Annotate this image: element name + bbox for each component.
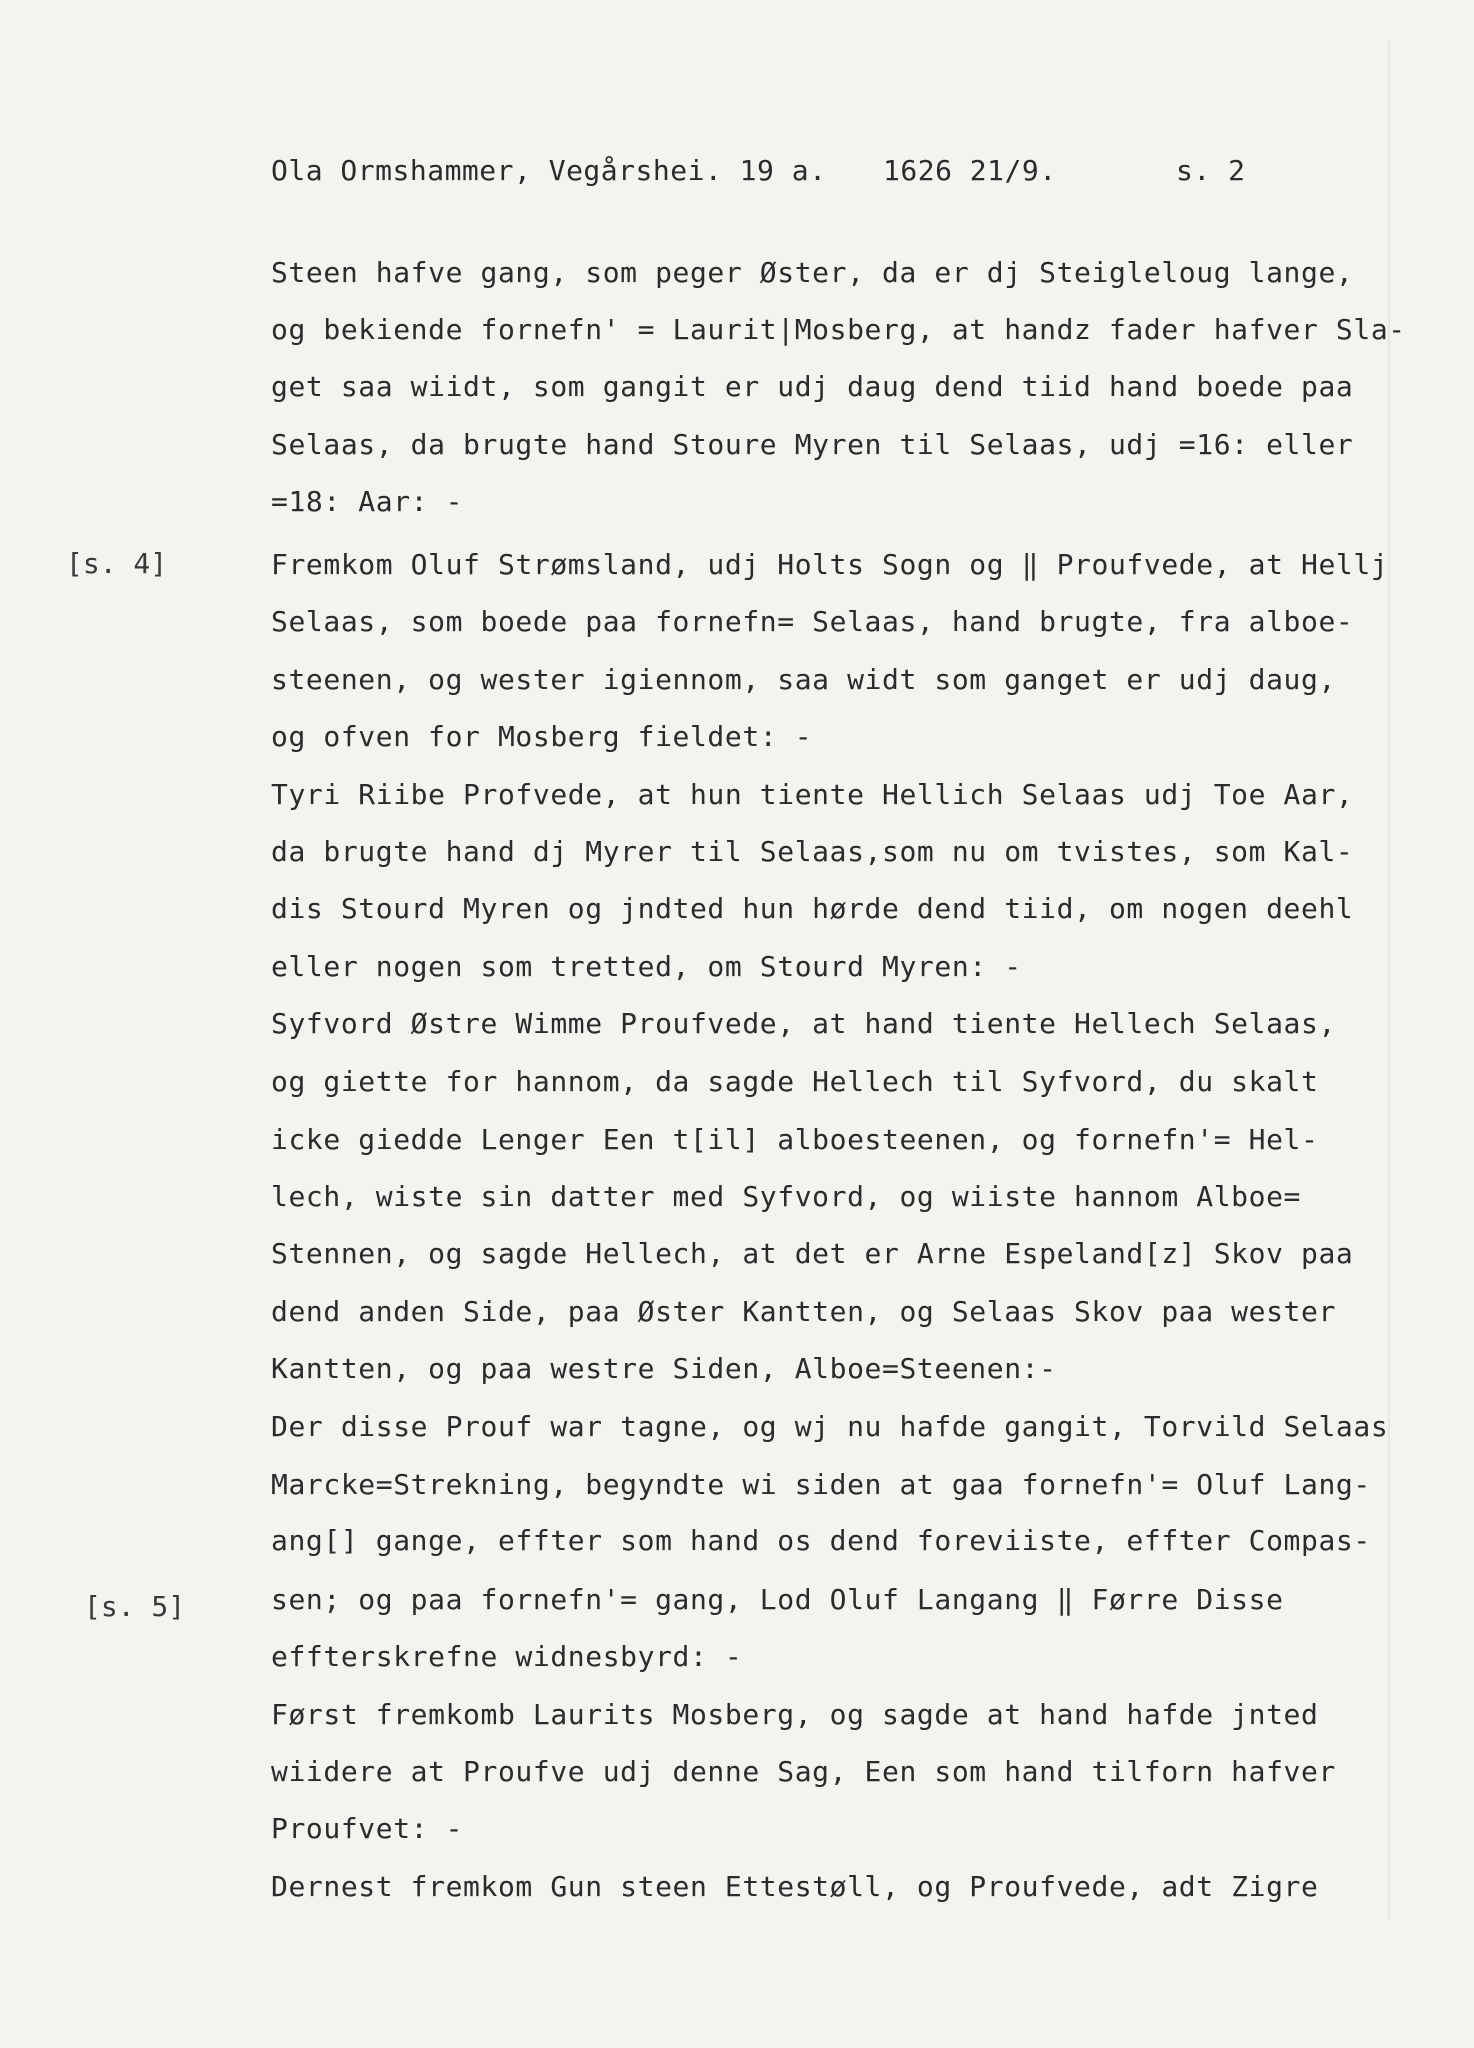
text-line: lech, wiste sin datter med Syfvord, og wiiste hannom Alboe= [271, 1180, 1301, 1213]
text-line: og giette for hannom, da sagde Hellech til Syfvord, du skalt [271, 1065, 1319, 1098]
document-header [271, 154, 1371, 194]
text-line: Syfvord Østre Wimme Proufvede, at hand tiente Hellech Selaas, [271, 1007, 1336, 1040]
text-line: Først fremkomb Laurits Mosberg, og sagde at hand hafde jnted [271, 1698, 1319, 1731]
text-line: Selaas, som boede paa fornefn= Selaas, hand brugte, fra alboe- [271, 605, 1354, 638]
header-author: Ola Ormshammer, Vegårshei. 19 a. [271, 154, 827, 187]
text-line: Dernest fremkom Gun steen Ettestøll, og Proufvede, adt Zigre [271, 1870, 1319, 1903]
text-line: Selaas, da brugte hand Stoure Myren til Selaas, udj =16: eller [271, 428, 1354, 461]
header-page-number: s. 2 [1176, 154, 1246, 187]
text-line: sen; og paa fornefn'= gang, Lod Oluf Langang ‖ Førre Disse [271, 1583, 1284, 1616]
text-line: Der disse Prouf war tagne, og wj nu hafde gangit, Torvild Selaas [271, 1410, 1389, 1443]
text-line: eller nogen som tretted, om Stourd Myren: - [271, 950, 1022, 983]
text-line: da brugte hand dj Myrer til Selaas,som nu om tvistes, som Kal- [271, 835, 1354, 868]
text-line: icke giedde Lenger Een t[il] alboesteenen, og fornefn'= Hel- [271, 1123, 1319, 1156]
text-line: =18: Aar: - [271, 485, 464, 518]
text-line: dis Stourd Myren og jndted hun hørde dend tiid, om nogen deehl [271, 892, 1354, 925]
text-line: ang[] gange, effter som hand os dend foreviiste, effter Compas- [271, 1524, 1371, 1557]
margin-page-reference: [s. 4] [66, 547, 168, 580]
text-line: Fremkom Oluf Strømsland, udj Holts Sogn og ‖ Proufvede, at Hellj [271, 548, 1389, 581]
text-line: effterskrefne widnesbyrd: - [271, 1640, 743, 1673]
text-line: og bekiende fornefn' = Laurit|Mosberg, at handz fader hafver Sla- [271, 313, 1406, 346]
text-line: Kantten, og paa westre Siden, Alboe=Steenen:- [271, 1352, 1057, 1385]
text-line: dend anden Side, paa Øster Kantten, og Selaas Skov paa wester [271, 1295, 1336, 1328]
text-line: wiidere at Proufve udj denne Sag, Een som hand tilforn hafver [271, 1755, 1336, 1788]
text-line: Proufvet: - [271, 1812, 464, 1845]
text-line: Tyri Riibe Profvede, at hun tiente Hellich Selaas udj Toe Aar, [271, 778, 1354, 811]
text-line: Stennen, og sagde Hellech, at det er Arne Espeland[z] Skov paa [271, 1237, 1354, 1270]
text-line: steenen, og wester igiennom, saa widt som ganget er udj daug, [271, 663, 1336, 696]
header-date: 1626 21/9. [883, 154, 1057, 187]
margin-page-reference: [s. 5] [84, 1590, 186, 1623]
text-line: og ofven for Mosberg fieldet: - [271, 720, 813, 753]
text-line: Marcke=Strekning, begyndte wi siden at gaa fornefn'= Oluf Lang- [271, 1468, 1371, 1501]
text-line: get saa wiidt, som gangit er udj daug dend tiid hand boede paa [271, 370, 1354, 403]
text-line: Steen hafve gang, som peger Øster, da er dj Steigleloug lange, [271, 256, 1354, 289]
